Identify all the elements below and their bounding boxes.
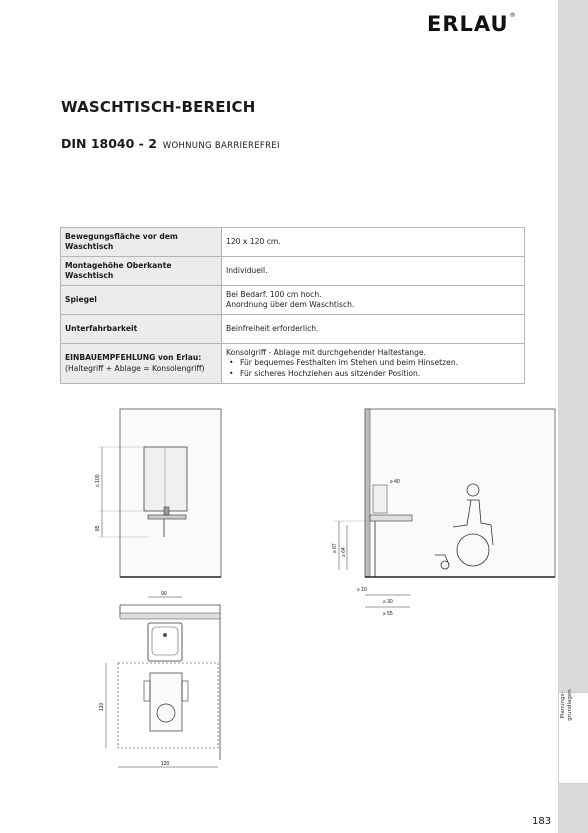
logo-text: ERLAU bbox=[427, 12, 509, 36]
row-value: Individuell. bbox=[222, 257, 525, 286]
support-rail bbox=[373, 485, 387, 513]
drain-icon bbox=[163, 633, 167, 637]
table-row bbox=[61, 257, 525, 286]
chapter-tab-label: Planungs- grundlagen bbox=[560, 689, 573, 721]
spec-table bbox=[60, 227, 525, 384]
subtitle-category: WOHNUNG BARRIEREFREI bbox=[162, 141, 280, 151]
row-label: Unterfahrbarkeit bbox=[61, 315, 222, 344]
row-label bbox=[61, 344, 222, 384]
recommendation-note: (Haltegriff + Ablage = Konsolengriff) bbox=[65, 363, 205, 373]
wall-panel bbox=[365, 409, 555, 577]
table-row bbox=[61, 315, 525, 344]
back-wall bbox=[120, 613, 220, 619]
front-view-drawing bbox=[88, 405, 228, 580]
basin bbox=[148, 515, 186, 519]
side-view-drawing bbox=[325, 405, 560, 625]
dim-label-floor: ≥ 10 bbox=[357, 587, 367, 593]
row-label: Montagehöhe Oberkante Waschtisch bbox=[61, 257, 222, 286]
dim-label-depth1: ≥ 30 bbox=[383, 599, 393, 605]
table-row bbox=[61, 286, 525, 315]
page-title: WASCHTISCH-BEREICH bbox=[61, 98, 256, 116]
recommendation-text: Konsolgriff - Ablage mit durchgehender Haltestange. bbox=[226, 347, 427, 357]
recommendation-heading: EINBAUEMPFEHLUNG von Erlau: bbox=[65, 353, 202, 362]
registered-mark: ® bbox=[509, 12, 517, 19]
washbasin-profile bbox=[370, 515, 412, 521]
subtitle-standard: DIN 18040 - 2 bbox=[61, 136, 157, 151]
dim-label-height1: ≥ 67 bbox=[332, 543, 338, 553]
dim-label-area-depth: 120 bbox=[99, 702, 105, 711]
brand-logo bbox=[427, 12, 517, 36]
value-line: Bei Bedarf. 100 cm hoch. bbox=[226, 289, 322, 299]
wheelchair-plan-icon bbox=[144, 673, 188, 731]
row-value: 120 x 120 cm. bbox=[222, 228, 525, 257]
mirror bbox=[144, 447, 187, 511]
page-subtitle bbox=[61, 136, 280, 151]
row-label: Spiegel bbox=[61, 286, 222, 315]
table-row bbox=[61, 344, 525, 384]
value-line: Anordnung über dem Waschtisch. bbox=[226, 300, 355, 309]
row-value: Beinfreiheit erforderlich. bbox=[222, 315, 525, 344]
dim-label-mirror: ≥ 100 bbox=[95, 474, 101, 487]
plan-view-drawing bbox=[88, 585, 248, 785]
recommendation-bullets bbox=[226, 358, 520, 379]
bullet-item: • Für bequemes Festhalten im Stehen und beim Hinsetzen. bbox=[226, 358, 520, 369]
dim-label-depth2: ≥ 55 bbox=[383, 611, 393, 617]
table-row bbox=[61, 228, 525, 257]
dim-label-area-width: 120 bbox=[161, 761, 170, 767]
dim-label-basin-width: 90 bbox=[161, 591, 167, 597]
dim-label-sink-height: 85 bbox=[95, 525, 101, 531]
page-number: 183 bbox=[532, 816, 552, 827]
dim-label-height2: ≥ 64 bbox=[341, 547, 347, 557]
bullet-item: • Für sicheres Hochziehen aus sitzender Position. bbox=[226, 369, 520, 380]
dim-label-shelf: ≥ 40 bbox=[390, 479, 400, 485]
wall-section bbox=[365, 409, 370, 577]
chapter-tab[interactable] bbox=[558, 689, 588, 784]
row-label: Bewegungsfläche vor dem Waschtisch bbox=[61, 228, 222, 257]
row-value bbox=[222, 344, 525, 384]
row-value bbox=[222, 286, 525, 315]
faucet bbox=[164, 507, 169, 515]
